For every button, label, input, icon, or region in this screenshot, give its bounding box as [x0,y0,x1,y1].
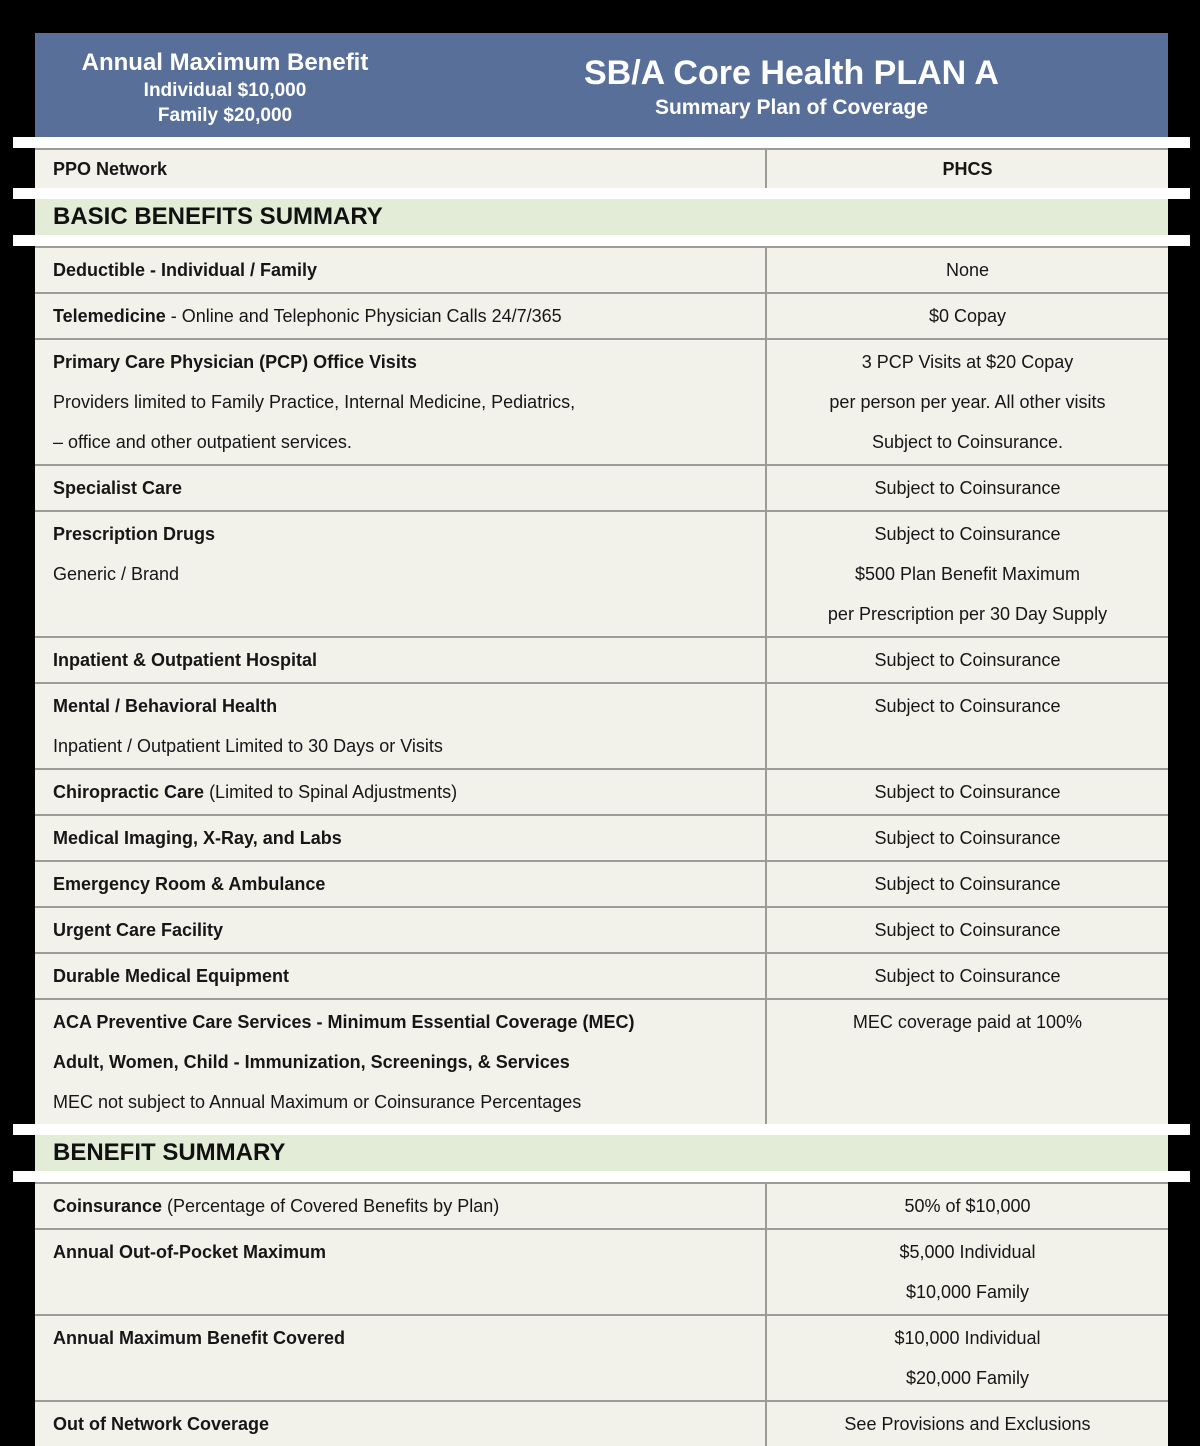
benefit-value-line: MEC coverage paid at 100% [852,1012,1083,1032]
table-row [35,636,1168,682]
benefit-label-cell [35,816,765,860]
table-row [35,998,1168,1124]
benefit-label-line: Primary Care Physician (PCP) Office Visits [53,352,417,372]
table-row [35,338,1168,464]
table-row [35,1314,1168,1400]
benefit-label-line: Deductible - Individual / Family [53,260,318,280]
benefit-value-line: 50% of $10,000 [904,1196,1031,1216]
benefit-label-line: Providers limited to Family Practice, Internal Medicine, Pediatrics, [53,392,576,412]
benefit-label-line: Urgent Care Facility [53,920,224,940]
section-gap [13,1124,1190,1135]
benefit-value-cell [765,340,1168,464]
benefit-label-cell [35,684,765,768]
table-row [35,906,1168,952]
benefit-label-cell [35,466,765,510]
benefit-value-cell [765,294,1168,338]
benefit-value-cell [765,770,1168,814]
benefit-value-line: $500 Plan Benefit Maximum [854,564,1081,584]
benefit-value-line: Subject to Coinsurance [874,966,1061,986]
table-row [35,952,1168,998]
benefit-label-cell [35,1316,765,1400]
benefit-value-line: See Provisions and Exclusions [844,1414,1091,1434]
benefit-value-line: $20,000 Family [905,1368,1030,1388]
benefit-value-cell [765,954,1168,998]
benefit-value-line: Subject to Coinsurance [874,828,1061,848]
benefit-label-line: Medical Imaging, X-Ray, and Labs [53,828,342,848]
benefit-label-line: ACA Preventive Care Services - Minimum Essential Coverage (MEC) [53,1012,635,1032]
benefit-label-cell [35,340,765,464]
benefit-label-line: Mental / Behavioral Health [53,696,278,716]
benefit-value-cell [765,1000,1168,1124]
ppo-network-label-cell [35,150,765,188]
benefit-label-line: Out of Network Coverage [53,1414,270,1434]
benefit-value-cell [765,512,1168,636]
benefit-label-cell [35,954,765,998]
benefit-value-line: None [945,260,990,280]
benefit-label-cell [35,638,765,682]
benefit-label-cell [35,908,765,952]
benefit-value-line: per Prescription per 30 Day Supply [827,604,1108,624]
benefit-value-cell [765,638,1168,682]
benefit-sections [35,188,1168,1446]
benefit-label-line: Annual Out-of-Pocket Maximum [53,1242,327,1262]
table-row [35,814,1168,860]
benefit-value-line: $10,000 Family [905,1282,1030,1302]
table-row [35,1228,1168,1314]
benefit-label-line: Durable Medical Equipment [53,966,290,986]
benefit-value-cell [765,1184,1168,1228]
benefit-value-line: Subject to Coinsurance [874,478,1061,498]
benefit-label-cell [35,1230,765,1314]
benefit-value-line: Subject to Coinsurance [874,874,1061,894]
benefit-value-line: Subject to Coinsurance. [871,432,1064,452]
annual-maximum-benefit-title: Annual Maximum Benefit [81,48,369,76]
benefit-label-cell [35,862,765,906]
table-row [35,860,1168,906]
plan-title: SB/A Core Health PLAN A [584,53,999,92]
benefit-value-cell [765,908,1168,952]
benefit-label-cell [35,770,765,814]
benefit-value-cell [765,684,1168,768]
benefit-value-cell [765,816,1168,860]
ppo-network-label: PPO Network [53,159,168,179]
table-row [35,682,1168,768]
section-body-benefit-summary [35,1182,1168,1446]
benefit-label-line: Telemedicine - Online and Telephonic Physician Calls 24/7/365 [53,306,562,326]
benefit-label-line: MEC not subject to Annual Maximum or Coinsurance Percentages [53,1092,582,1112]
benefit-value-line: Subject to Coinsurance [874,524,1061,544]
table-row [35,292,1168,338]
ppo-network-value: PHCS [942,159,993,179]
table-row [35,1400,1168,1446]
benefit-value-line: Subject to Coinsurance [874,920,1061,940]
plan-title-block [415,50,1168,121]
section-body-basic-benefits-summary [35,246,1168,1124]
plan-subtitle: Summary Plan of Coverage [654,95,929,119]
benefit-label-cell [35,512,765,636]
benefit-value-cell [765,862,1168,906]
benefit-label-line: Annual Maximum Benefit Covered [53,1328,346,1348]
individual-maximum-line: Individual $10,000 [143,79,307,101]
benefit-label-cell [35,248,765,292]
table-row [35,1182,1168,1228]
benefit-value-line: $5,000 Individual [899,1242,1036,1262]
benefit-label-line: Inpatient & Outpatient Hospital [53,650,317,670]
benefit-value-line: 3 PCP Visits at $20 Copay [861,352,1074,372]
family-maximum-line: Family $20,000 [157,104,293,126]
benefit-value-cell [765,1230,1168,1314]
table-row [35,768,1168,814]
benefit-value-line: Subject to Coinsurance [874,696,1061,716]
section-gap [13,137,1190,148]
ppo-network-value-cell [765,150,1168,188]
benefit-label-line: Generic / Brand [53,564,180,584]
annual-maximum-benefit-block [35,43,415,128]
benefit-label-cell [35,294,765,338]
benefit-label-line: Specialist Care [53,478,183,498]
benefit-label-cell [35,1184,765,1228]
section-header-benefit-summary: BENEFIT SUMMARY [35,1135,1168,1171]
table-row [35,464,1168,510]
benefit-value-line: $0 Copay [928,306,1007,326]
table-row [35,510,1168,636]
ppo-network-row [35,148,1168,188]
benefit-value-line: Subject to Coinsurance [874,650,1061,670]
section-gap [13,235,1190,246]
benefit-value-cell [765,1316,1168,1400]
section-gap [13,188,1190,199]
benefit-label-line: Chiropractic Care (Limited to Spinal Adjustments) [53,782,458,802]
table-row [35,246,1168,292]
benefit-value-cell [765,1402,1168,1446]
benefit-value-line: per person per year. All other visits [829,392,1106,412]
benefit-value-cell [765,466,1168,510]
benefit-label-line: Emergency Room & Ambulance [53,874,326,894]
benefit-label-cell [35,1000,765,1124]
section-header-basic-benefits-summary: BASIC BENEFITS SUMMARY [35,199,1168,235]
benefit-value-line: $10,000 Individual [894,1328,1041,1348]
benefit-label-line: Adult, Women, Child - Immunization, Screenings, & Services [53,1052,570,1072]
benefit-label-line: – office and other outpatient services. [53,432,352,452]
benefit-label-line: Inpatient / Outpatient Limited to 30 Days or Visits [53,736,443,756]
document-header [35,33,1168,137]
benefit-value-line: Subject to Coinsurance [874,782,1061,802]
benefit-label-line: Coinsurance (Percentage of Covered Benefits by Plan) [53,1196,500,1216]
section-gap [13,1171,1190,1182]
benefit-label-line: Prescription Drugs [53,524,216,544]
plan-summary-document [35,33,1168,1446]
benefit-label-cell [35,1402,765,1446]
benefit-value-cell [765,248,1168,292]
